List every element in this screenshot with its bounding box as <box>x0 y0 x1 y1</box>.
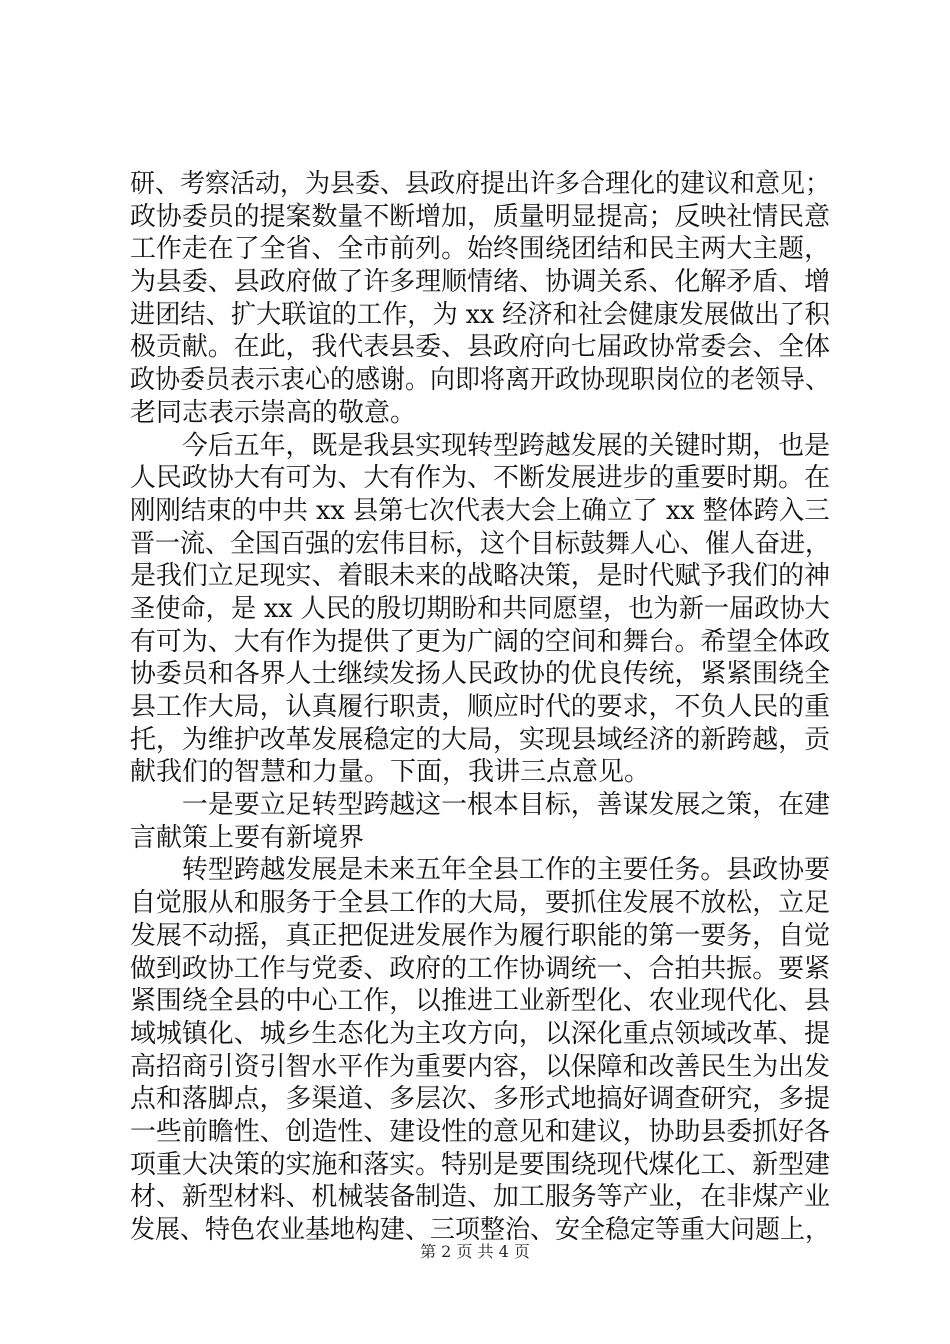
text-line: 人民政协大有可为、大有作为、不断发展进步的重要时期。在 <box>130 463 831 494</box>
text-line: 托，为维护改革发展稳定的大局，实现县域经济的新跨越，贡 <box>130 724 831 755</box>
text-line: 极贡献。在此，我代表县委、县政府向七届政协常委会、全体 <box>130 332 831 363</box>
text-line: 协委员和各界人士继续发扬人民政协的优良传统，紧紧围绕全 <box>130 659 831 690</box>
body-text <box>130 168 830 1247</box>
text-line: 点和落脚点，多渠道、多层次、多形式地搞好调查研究，多提 <box>130 1084 831 1115</box>
text-line: 材、新型材料、机械装备制造、加工服务等产业，在非煤产业 <box>130 1182 831 1213</box>
text-line: 做到政协工作与党委、政府的工作协调统一、合拍共振。要紧 <box>130 953 831 984</box>
text-line: 转型跨越发展是未来五年全县工作的主要任务。县政协要 <box>130 855 831 886</box>
text-line: 进团结、扩大联谊的工作，为 xx 经济和社会健康发展做出了积 <box>130 299 830 330</box>
text-line: 发展不动摇，真正把促进发展作为履行职能的第一要务，自觉 <box>130 920 831 951</box>
text-line: 为县委、县政府做了许多理顺情绪、协调关系、化解矛盾、增 <box>130 267 831 298</box>
text-line: 县工作大局，认真履行职责，顺应时代的要求，不负人民的重 <box>130 692 831 722</box>
text-line: 政协委员的提案数量不断增加，质量明显提高；反映社情民意 <box>130 201 831 232</box>
text-line: 高招商引资引智水平作为重要内容，以保障和改善民生为出发 <box>130 1051 831 1082</box>
text-line: 是我们立足现实、着眼未来的战略决策，是时代赋予我们的神 <box>130 561 831 592</box>
text-line: 今后五年，既是我县实现转型跨越发展的关键时期，也是 <box>130 430 831 461</box>
text-line: 发展、特色农业基地构建、三项整治、安全稳定等重大问题上， <box>130 1215 831 1245</box>
text-line: 刚刚结束的中共 xx 县第七次代表大会上确立了 xx 整体跨入三 <box>130 495 830 526</box>
text-line: 献我们的智慧和力量。下面，我讲三点意见。 <box>130 757 651 788</box>
text-line: 域城镇化、城乡生态化为主攻方向，以深化重点领域改革、提 <box>130 1018 831 1049</box>
text-line: 圣使命，是 xx 人民的殷切期盼和共同愿望，也为新一届政协大 <box>130 593 830 624</box>
text-line: 自觉服从和服务于全县工作的大局，要抓住发展不放松，立足 <box>130 888 831 919</box>
text-line: 一是要立足转型跨越这一根本目标，善谋发展之策，在建 <box>130 790 831 821</box>
text-line: 老同志表示崇高的敬意。 <box>130 397 417 428</box>
text-line: 政协委员表示衷心的感谢。向即将离开政协现职岗位的老领导、 <box>130 365 831 396</box>
text-line: 有可为、大有作为提供了更为广阔的空间和舞台。希望全体政 <box>130 626 831 657</box>
text-line: 项重大决策的实施和落实。特别是要围绕现代煤化工、新型建 <box>130 1149 831 1180</box>
text-line: 研、考察活动，为县委、县政府提出许多合理化的建议和意见； <box>130 169 831 199</box>
text-line: 一些前瞻性、创造性、建设性的意见和建议，协助县委抓好各 <box>130 1116 831 1147</box>
text-line: 言献策上要有新境界 <box>130 822 365 853</box>
text-line: 晋一流、全国百强的宏伟目标，这个目标鼓舞人心、催人奋进， <box>130 528 831 559</box>
page-footer: 第 2 页 共 4 页 <box>420 1242 530 1261</box>
text-line: 紧围绕全县的中心工作，以推进工业新型化、农业现代化、县 <box>130 986 831 1017</box>
text-line: 工作走在了全省、全市前列。始终围绕团结和民主两大主题， <box>130 234 831 265</box>
